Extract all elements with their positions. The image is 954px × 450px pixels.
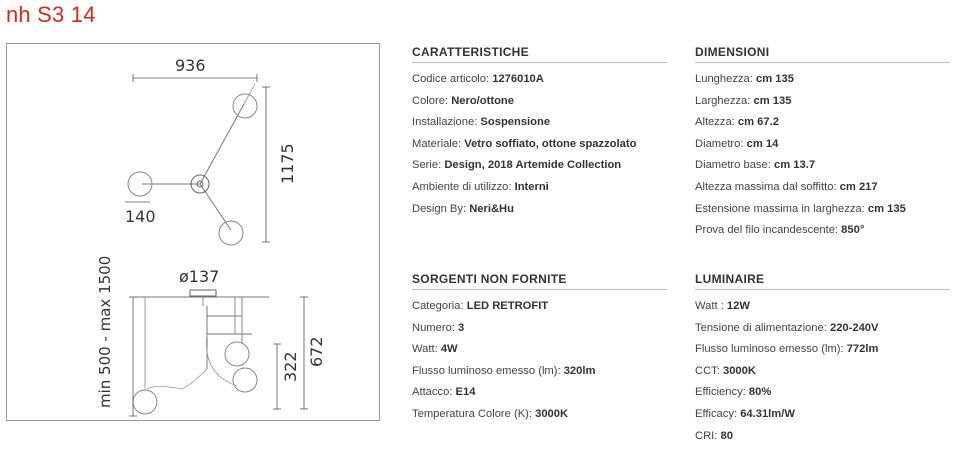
spec-value: cm 13.7 [773, 159, 816, 172]
spec-label: CRI: [695, 429, 718, 442]
spec-value: 4W [440, 343, 458, 356]
spec-row [412, 69, 667, 91]
spec-value: 220-240V [829, 321, 879, 334]
section-dimensioni [695, 45, 950, 242]
spec-value: E14 [455, 386, 476, 399]
spec-label: Efficiency: [695, 386, 746, 399]
dim-side: 140 [125, 207, 156, 226]
section-caratteristiche [412, 45, 667, 220]
spec-label: CCT: [695, 364, 720, 377]
spec-label: Colore: [412, 94, 449, 107]
dim-diameter: ø137 [179, 267, 220, 286]
spec-label: Categoria: [412, 300, 464, 312]
spec-value: 80 [720, 429, 733, 442]
spec-row [412, 318, 667, 340]
spec-value: Neri&Hu [469, 202, 514, 215]
spec-value: Interni [514, 180, 549, 193]
spec-row [695, 426, 950, 448]
spec-label: Estensione massima in larghezza: [695, 202, 865, 215]
spec-label: Tensione di alimentazione: [695, 321, 827, 334]
dim-672: 672 [307, 336, 326, 367]
spec-row [695, 382, 950, 404]
spec-row [695, 155, 950, 177]
section-title-sorgenti: SORGENTI NON FORNITE [412, 272, 667, 290]
dimensioni-rows [695, 69, 950, 242]
spec-row [412, 404, 667, 426]
spec-row [695, 339, 950, 361]
caratteristiche-rows [412, 69, 667, 220]
spec-row [695, 296, 950, 318]
spec-row [695, 361, 950, 383]
spec-label: Flusso luminoso emesso (lm): [412, 364, 561, 377]
sorgenti-rows [412, 296, 667, 426]
section-sorgenti [412, 272, 667, 426]
spec-row [695, 69, 950, 91]
spec-value: 3 [458, 321, 465, 334]
spec-row [412, 134, 667, 156]
spec-row [412, 112, 667, 134]
section-title-dimensioni: DIMENSIONI [695, 45, 950, 63]
spec-row [695, 318, 950, 340]
dim-range: min 500 - max 1500 [96, 255, 114, 408]
spec-label: Flusso luminoso emesso (lm): [695, 343, 844, 356]
section-title-caratteristiche: CARATTERISTICHE [412, 45, 667, 63]
spec-value: Sospensione [480, 116, 551, 129]
spec-row [412, 177, 667, 199]
section-title-luminaire: LUMINAIRE [695, 272, 950, 290]
spec-row [695, 177, 950, 199]
spec-label: Lunghezza: [695, 73, 753, 85]
section-luminaire [695, 272, 950, 447]
spec-label: Larghezza: [695, 94, 751, 107]
spec-row [412, 339, 667, 361]
spec-value: cm 67.2 [737, 116, 779, 129]
spec-label: Altezza massima dal soffitto: [695, 180, 837, 193]
spec-value: 320lm [563, 364, 596, 377]
spec-value: 3000K [535, 407, 569, 420]
spec-row [412, 91, 667, 113]
technical-drawing-svg [7, 44, 381, 422]
spec-value: Design, 2018 Artemide Collection [444, 159, 622, 172]
spec-label: Serie: [412, 159, 442, 172]
spec-row [412, 199, 667, 221]
spec-value: cm 135 [753, 94, 792, 107]
spec-label: Watt: [412, 343, 438, 356]
spec-value: 1276010A [492, 73, 544, 85]
spec-label: Design By: [412, 202, 467, 215]
spec-label: Diametro base: [695, 159, 771, 172]
luminaire-rows [695, 296, 950, 447]
spec-value: Nero/ottone [451, 94, 514, 107]
spec-row [695, 199, 950, 221]
dim-322: 322 [281, 351, 300, 382]
spec-label: Watt : [695, 300, 724, 312]
spec-value: 3000K [722, 364, 756, 377]
spec-row [412, 382, 667, 404]
spec-value: cm 135 [867, 202, 906, 215]
spec-value: 850° [841, 224, 865, 237]
spec-label: Diametro: [695, 137, 744, 150]
technical-drawing [6, 43, 380, 421]
spec-label: Temperatura Colore (K): [412, 407, 532, 420]
spec-label: Codice articolo: [412, 73, 490, 85]
dim-top-width: 936 [175, 56, 206, 75]
spec-value: cm 217 [839, 180, 878, 193]
spec-row [412, 155, 667, 177]
spec-label: Materiale: [412, 137, 462, 150]
spec-label: Installazione: [412, 116, 478, 129]
spec-label: Efficacy: [695, 407, 738, 420]
spec-label: Attacco: [412, 386, 453, 399]
spec-value: LED RETROFIT [466, 300, 549, 312]
spec-label: Prova del filo incandescente: [695, 224, 839, 237]
spec-row [695, 91, 950, 113]
spec-value: 80% [748, 386, 772, 399]
spec-row [412, 296, 667, 318]
dim-height: 1175 [278, 143, 297, 184]
spec-row [695, 404, 950, 426]
spec-value: Vetro soffiato, ottone spazzolato [464, 137, 637, 150]
spec-value: 12W [726, 300, 750, 312]
spec-value: cm 135 [755, 73, 794, 85]
spec-label: Altezza: [695, 116, 735, 129]
spec-value: 772lm [846, 343, 879, 356]
spec-label: Numero: [412, 321, 455, 334]
spec-row [695, 220, 950, 242]
spec-row [695, 112, 950, 134]
product-title: nh S3 14 [6, 2, 96, 27]
spec-row [412, 361, 667, 383]
spec-label: Ambiente di utilizzo: [412, 180, 512, 193]
spec-row [695, 134, 950, 156]
spec-value: 64.31lm/W [740, 407, 795, 420]
spec-value: cm 14 [746, 137, 779, 150]
